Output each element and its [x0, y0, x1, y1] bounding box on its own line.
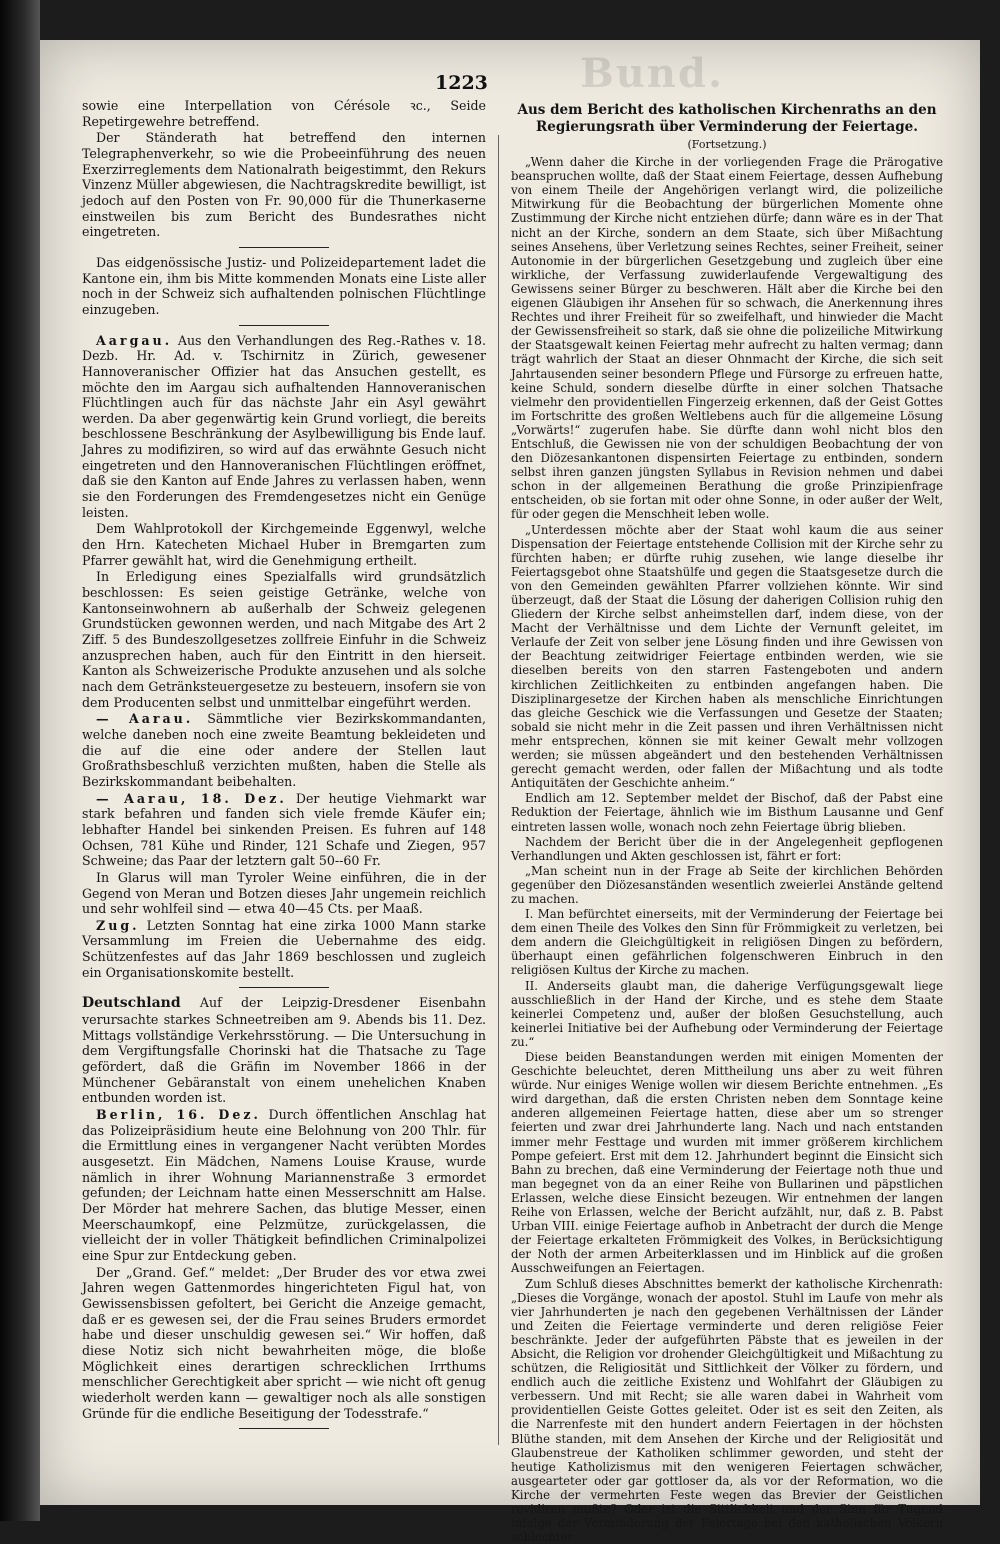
dateline: Aargau.: [96, 333, 172, 348]
section-heading: Deutschland: [82, 995, 181, 1011]
dateline: Berlin, 16. Dez.: [96, 1107, 261, 1122]
paragraph-text: Sämmtliche vier Bezirkskommandanten, welche daneben noch eine zweite Beamtung bekleideten und die auf die eine oder andere der Stellen laut Großrathsbeschluß verzichten mußten, haben die Stelle als Bezirkskommandant beibehalten.: [82, 711, 486, 789]
right-column: [511, 98, 943, 1478]
article-subtitle: (Fortsetzung.): [511, 138, 943, 152]
paragraph: Nachdem der Bericht über die in der Angelegenheit gepflogenen Verhandlungen und Akten geschlossen ist, fährt er fort:: [511, 835, 943, 863]
dateline: — Aarau, 18. Dez.: [96, 791, 287, 806]
left-column: [82, 98, 486, 1493]
scan-binding-edge: [0, 0, 40, 1521]
paragraph-text: Aus den Verhandlungen des Reg.-Rathes v. 18. Dezb. Hr. Ad. v. Tschirnitz in Zürich, gewesener Hannoveranischer Offizier hat das Ansuchen gestellt, es möchte den im Aargau sich aufhaltenden Hannoveranischen Flüchtlingen auch für das nächste Jahr ein Asyl gewährt werden. Da aber gegenwärtig kein Grund vorliegt, die bereits beschlossene Beschränkung der Asylbewilligung bis Ende lauf. Jahres zu modifiziren, so wird auf das erwähnte Gesuch nicht eingetreten und den Hannoveranischen Flüchtlingen eröffnet, daß sie den Kanton auf Ende Jahres zu verlassen haben, wenn sie den Forderungen des Fremdengesetzes nicht ein Genüge leisten.: [82, 333, 486, 520]
paragraph: Dem Wahlprotokoll der Kirchgemeinde Eggenwyl, welche den Hrn. Katecheten Michael Huber in Bremgarten zum Pfarrer gewählt hat, wird die Genehmigung ertheilt.: [82, 521, 486, 568]
paragraph: „Unterdessen möchte aber der Staat wohl kaum die aus seiner Dispensation der Feiertage entstehende Collision mit der Kirche sehr zu fürchten haben; er dürfte ruhig zusehen, wie lange dieselbe ihr Feiertagsgebot ohne Staatshülfe und gegen die Staatsgesetze durch die von den Gemeinden gewählten Pfarrer vollziehen könnte. Wir sind überzeugt, daß der Staat die Lösung der daherigen Collision ruhig den Gliedern der Kirche selbst anheimstellen darf, indem diese, von der Macht der Verhältnisse und dem Lichte der Vernunft geleitet, im Verlaufe der Zeit von selber jene Lösung finden und ihre Gewissen von der Beachtung zeitwidriger Feiertage entbinden werden, wie sie dieselben bereits von den starren Fastengeboten und andern kirchlichen Zeitlichkeiten zu entbinden angefangen haben. Die Disziplinargesetze der Kirchen haben als menschliche Einrichtungen das gleiche Geschick wie die Verfassungen und Gesetze der Staaten; sobald sie nicht mehr in die Zeit passen und ihren Verhältnissen nicht mehr entsprechen, können sie mit keiner Gewalt mehr vollzogen werden; sie müssen abgeändert und den bestehenden Verhältnissen gerecht gemacht werden, oder fallen der Mißachtung und als todte Antiquitäten der Geschichte anheim.“: [511, 523, 943, 791]
paragraph-aarau: [82, 711, 486, 789]
paragraph-zug: [82, 918, 486, 981]
paragraph: I. Man befürchtet einerseits, mit der Verminderung der Feiertage bei dem einen Theile des Volkes den Sinn für Frömmigkeit zu verletzen, bei dem andern die Gleichgültigkeit in religiösen Dingen zu befördern, überhaupt einen gefährlichen folgenschweren Einbruch in den religiösen Kultus der Kirche zu machen.: [511, 907, 943, 977]
newspaper-page: [40, 40, 980, 1505]
paragraph: In Glarus will man Tyroler Weine einführen, die in der Gegend von Meran und Botzen dieses Jahr ungemein reichlich und sehr wohlfeil sind — etwa 40—45 Cts. per Maaß.: [82, 870, 486, 917]
article-title: Aus dem Bericht des katholischen Kirchenraths an den Regierungsrath über Verminderung der Feiertage.: [511, 102, 943, 136]
paragraph-deutschland: [82, 995, 486, 1106]
page-number: 1223: [435, 72, 488, 94]
section-rule: [239, 247, 329, 248]
paragraph: „Man scheint nun in der Frage ab Seite der kirchlichen Behörden gegenüber den Diözesanständen wesentlich zweierlei Anstände geltend zu machen.: [511, 864, 943, 906]
paragraph-aargau: [82, 333, 486, 521]
section-rule: [239, 325, 329, 326]
paragraph-text: Letzten Sonntag hat eine zirka 1000 Mann starke Versammlung im Freien die Uebernahme des eidg. Schützenfestes auf das Jahr 1869 beschlossen und zugleich ein Organisationskomite bestellt.: [82, 918, 486, 980]
paragraph: Der Ständerath hat betreffend den internen Telegraphenverkehr, so wie die Probeeinführung des neuen Exerzirreglements dem Nationalrath beigestimmt, den Rekurs Vinzenz Müller abgewiesen, die Nachtragskredite bewilligt, ist jedoch auf den Posten von Fr. 90,000 für die Thunerkaserne einstweilen bis zum Bericht des Bundesrathes nicht eingetreten.: [82, 130, 486, 240]
dateline: Zug.: [96, 918, 140, 933]
paragraph: Das eidgenössische Justiz- und Polizeidepartement ladet die Kantone ein, ihm bis Mitte kommenden Monats eine Liste aller noch in der Schweiz sich aufhaltenden polnischen Flüchtlinge einzugeben.: [82, 255, 486, 318]
paragraph-text: Der heutige Viehmarkt war stark befahren und fanden sich viele fremde Käufer ein; lebhafter Handel bei sinkenden Preisen. Es fuhren auf 148 Ochsen, 781 Kühe und Rinder, 121 Schafe und Ziegen, 957 Schweine; das Paar der letztern galt 50--60 Fr.: [82, 791, 486, 869]
bleed-through-header: Bund.: [580, 50, 724, 97]
paragraph: sowie eine Interpellation von Cérésole ꝛc., Seide Repetirgewehre betreffend.: [82, 98, 486, 129]
paragraph: Endlich am 12. September meldet der Bischof, daß der Pabst eine Reduktion der Feiertage, ähnlich wie im Bisthum Lausanne und Genf eintreten lassen wolle, wonach noch zehn Feiertage übrig blieben.: [511, 791, 943, 833]
paragraph: In Erledigung eines Spezialfalls wird grundsätzlich beschlossen: Es seien geistige Getränke, welche von Kantonseinwohnern ab außerhalb der Schweiz gelegenen Grundstücken gewonnen werden, und nach Mitgabe des Art 2 Ziff. 5 des Bundeszollgesetzes zollfreie Einfuhr in die Schweiz anzusprechen haben, auch für den Eintritt in den hierseit. Kanton als Schweizerische Produkte anzusehen und als solche nach dem Getränksteuergesetze zu besteuern, insofern sie von dem Producenten selbst und unmittelbar eingeführt werden.: [82, 569, 486, 710]
column-divider: [498, 135, 499, 1445]
dateline: — Aarau.: [96, 711, 193, 726]
paragraph-berlin: [82, 1107, 486, 1264]
paragraph-text: Durch öffentlichen Anschlag hat das Polizeipräsidium heute eine Belohnung von 200 Thlr. für die Ermittlung eines in vergangener Nacht verübten Mordes ausgesetzt. Ein Mädchen, Namens Louise Krause, wurde nämlich in ihrer Wohnung Mariannenstraße 3 ermordet gefunden; der Leichnam hatte einen Messerschnitt am Halse. Der Mörder hat mehrere Sachen, das blutige Messer, einen Meerschaumkopf, eine Pelzmütze, zurückgelassen, die vielleicht der in voller Thätigkeit befindlichen Criminalpolizei eine Spur zur Entdeckung geben.: [82, 1107, 486, 1263]
paragraph: Zum Schluß dieses Abschnittes bemerkt der katholische Kirchenrath: „Dieses die Vorgänge, wonach der apostol. Stuhl im Laufe von mehr als vier Jahrhunderten je nach den gegebenen Verhältnissen der Länder und Zeiten die Feiertage verminderte und deren religiöse Feier beschränkte. Jeder der aufgeführten Päbste that es jeweilen in der Absicht, die Religion vor drohender Gleichgültigkeit und Mißachtung zu schützen, die Religiosität und Sittlichkeit der Völker zu fördern, und endlich auch die zeitliche Existenz und Wohlfahrt der Gläubigen zu verbessern. Und mit Recht; sie alle waren dabei in Wahrheit vom providentiellen Geiste Gottes geleitet. Oder ist es seit den Zeiten, als die Narrenfeste mit den hundert andern Feiertagen in der höchsten Blüthe standen, mit dem Ansehen der Kirche und der Religiosität und Glaubenstreue der Katholiken schlimmer geworden, und steht der heutige Katholizismus mit den wenigeren Feiertagen schwächer, ausgearteter oder gar gottloser da, als vor der Reformation, wo die Kirche der vermehrten Feste wegen das Brevier der Geistlichen revidiren mußte? Oder ist die Sittlichkeit und der Sinn für Tugend infolge der Verminderung der Feiertage bei den katholischen Völkern schlechter: [511, 1277, 943, 1544]
section-rule: [239, 987, 329, 988]
paragraph: Diese beiden Beanstandungen werden mit einigen Momenten der Geschichte beleuchtet, deren Mittheilung uns aber zu weit führen würde. Nur einiges Wenige wollen wir diesem Berichte entnehmen. „Es wird dargethan, daß die ersten Christen neben dem Sonntage keine anderen allgemeinen Feiertage hatten, diese aber um so strenger feierten und zwar drei Jahrhunderte lang. Nach und nach entstanden immer mehr Festtage und wurden mit immer größerem kirchlichem Pompe gefeiert. Erst mit dem 12. Jahrhundert beginnt die Einsicht sich Bahn zu brechen, daß eine Verminderung der Feiertage noth thue und man begegnet von da an einer Reihe von Bullarinen und päpstlichen Erlassen, welche diese Einsicht bezeugen. Wir entnehmen der langen Reihe von Erlassen, welche der Bericht aufzählt, nur, daß z. B. Pabst Urban VIII. einige Feiertage aufhob in Anbetracht der durch die Menge der Feiertage erkalteten Frömmigkeit des Volkes, in Berücksichtigung der Noth der armen Arbeiterklassen und im Hinblick auf die großen Ausschweifungen an Feiertagen.: [511, 1050, 943, 1276]
paragraph: II. Anderseits glaubt man, die daherige Verfügungsgewalt liege ausschließlich in der Hand der Kirche, und es stehe dem Staate keinerlei Competenz und, außer der bloßen Gesuchstellung, auch keinerlei Initiative bei der Aufhebung oder Verminderung der Feiertage zu.“: [511, 979, 943, 1049]
paragraph: „Wenn daher die Kirche in der vorliegenden Frage die Prärogative beanspruchen wollte, daß der Staat einem Feiertage, dessen Aufhebung von einem Theile der Angehörigen verlangt wird, die polizeiliche Mitwirkung für die Beobachtung der bürgerlichen Momente ohne Zustimmung der Kirche nicht entziehen dürfe; dann wäre es in der That nicht an der Kirche, sondern an dem Staate, sich über Mißachtung seines Ansehens, über Verletzung seines Rechtes, seiner Freiheit, seiner Autonomie in der bürgerlichen Gesetzgebung und zugleich über eine wirkliche, der Verfassung zuwiderlaufende Vergewaltigung des Gewissens seiner Bürger zu beschweren. Hält aber die Kirche bei den eigenen Gläubigen ihr Ansehen für so schwach, die Anerkennung ihres Rechtes und ihrer Freiheit für so zweifelhaft, und hinwieder die Macht der Gewissensfreiheit so stark, daß sie ohne die polizeiliche Mitwirkung der Staatsgewalt keinen Feiertag mehr aufrecht zu halten vermag; dann trägt wahrlich der Staat an dieser Ohnmacht der Kirche, die sich seit Jahrtausenden seiner besondern Pflege und Fürsorge zu erfreuen hatte, keine Schuld, sondern dieselbe dürfte in einer solchen Thatsache vielmehr den providentiellen Fingerzeig erkennen, daß der Geist Gottes im Fortschritte des großen Weltlebens auch für die allgemeine Lösung „Vorwärts!“ zugerufen habe. Sie dürfte dann wohl nicht blos den Entschluß, die Gewissen nie von der schuldigen Beobachtung der von den Diözesankantonen dispensirten Feiertage zu entbinden, sondern selbst ihren ganzen jüngsten Syllabus in Revision nehmen und dabei schon in der allgemeinen Berathung die große Prinzipienfrage entscheiden, ob sie fortan mit oder ohne Sonne, in oder außer der Welt, für oder gegen die Menschheit leben wolle.: [511, 155, 943, 521]
paragraph-aarau-market: [82, 791, 486, 869]
section-rule: [239, 1428, 329, 1429]
paragraph-text: Auf der Leipzig-Dresdener Eisenbahn verursachte starkes Schneetreiben am 9. Abends bis 11. Dez. Mittags vollständige Verkehrsstörung. — Die Untersuchung in dem Vergiftungsfalle Chorinski hat die Thatsache zu Tage gefördert, daß die Gräfin im November 1866 in der Münchener Gebäranstalt von einem unehelichen Knaben entbunden worden ist.: [82, 995, 486, 1105]
paragraph: Der „Grand. Gef.“ meldet: „Der Bruder des vor etwa zwei Jahren wegen Gattenmordes hingerichteten Figul hat, von Gewissensbissen gefoltert, bei Gericht die Anzeige gemacht, daß er es gewesen sei, der die Frau seines Bruders ermordet habe und dieser unschuldig gewesen sei.“ Wir hoffen, daß diese Notiz sich nicht bewahrheiten möge, die bloße Möglichkeit eines derartigen schrecklichen Irrthums menschlicher Gerechtigkeit aber spricht — wie nicht oft genug wiederholt werden kann — gewaltiger noch als alle sonstigen Gründe für die endliche Beseitigung der Todesstrafe.“: [82, 1265, 486, 1422]
